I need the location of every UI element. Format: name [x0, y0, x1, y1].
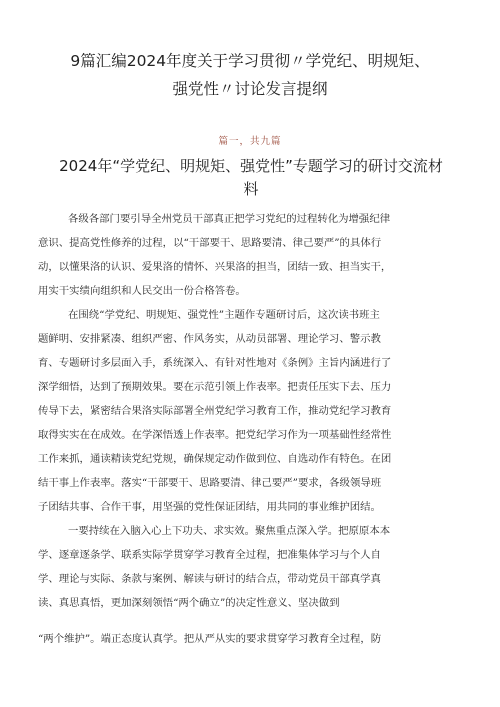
body-line: 题鲜明、安排紧凑、组织严密、作风务实，从动员部署、理论学习、警示教 — [38, 333, 381, 345]
body-line: 深学细悟，达到了预期效果。要在示范引领上作表率。把责任压实下去、压力 — [38, 381, 392, 393]
body-line: 用实干实绩向组织和人民交出一份合格答卷。 — [38, 285, 246, 297]
body-line: 取得实实在在成效。在学深悟透上作表率。把党纪学习作为一项基础性经常性 — [38, 429, 392, 441]
body-line: 传导下去，紧密结合果洛实际部署全州党纪学习教育工作，推动党纪学习教育 — [38, 405, 392, 417]
body-line: 工作来抓，通读精读党纪党规，确保规定动作做到位、自选动作有特色。在团 — [38, 453, 392, 465]
body-line: 结干事上作表率。落实“干部要干、思路要清、律己要严”要求，各级领导班 — [38, 477, 382, 489]
body-line: 一要持续在入脑入心上下功夫、求实效。聚焦重点深入学。把原原本本 — [68, 525, 391, 537]
body-line: 学、理论与实际、条款与案例、解读与研讨的结合点，带动党员干部真学真 — [38, 573, 381, 585]
body-line: 学、逐章逐条学、联系实际学贯穿学习教育全过程，把准集体学习与个人自 — [38, 549, 381, 561]
body-line: 各级各部门要引导全州党员干部真正把学习党纪的过程转化为增强纪律 — [68, 213, 391, 225]
body-line: 在围绕“学党纪、明规矩、强党性”主题作专题研讨后，这次读书班主 — [68, 309, 380, 321]
body-line: 子团结共事、合作干事，用坚强的党性保证团结，用共同的事业维护团结。 — [38, 501, 381, 513]
article-title-line-2: 料 — [243, 180, 259, 198]
document-title-line-2: 强党性〃讨论发言提纲 — [172, 80, 328, 98]
body-line: “两个维护”。端正态度认真学。把从严从实的要求贯穿学习教育全过程，防 — [38, 633, 382, 645]
body-line: 育、专题研讨多层面入手，系统深入、有针对性地对《条例》主旨内涵进行了 — [38, 357, 392, 369]
section-label: 篇一，共九篇 — [218, 136, 282, 147]
document-title-line-1: 9篇汇编2024年度关于学习贯彻〃学党纪、明规矩、 — [70, 52, 430, 70]
body-line: 意识、提高党性修养的过程，以“干部要干、思路要清、律己要严”的具体行 — [38, 237, 382, 249]
article-title-line-1: 2024年“学党纪、明规矩、强党性”专题学习的研讨交流材 — [59, 157, 443, 175]
body-line: 读、真思真悟，更加深刻领悟“两个确立”的决定性意义、坚决做到 — [38, 597, 340, 609]
body-line: 动，以懂果洛的认识、爱果洛的情怀、兴果洛的担当，团结一致、担当实干， — [38, 261, 392, 273]
